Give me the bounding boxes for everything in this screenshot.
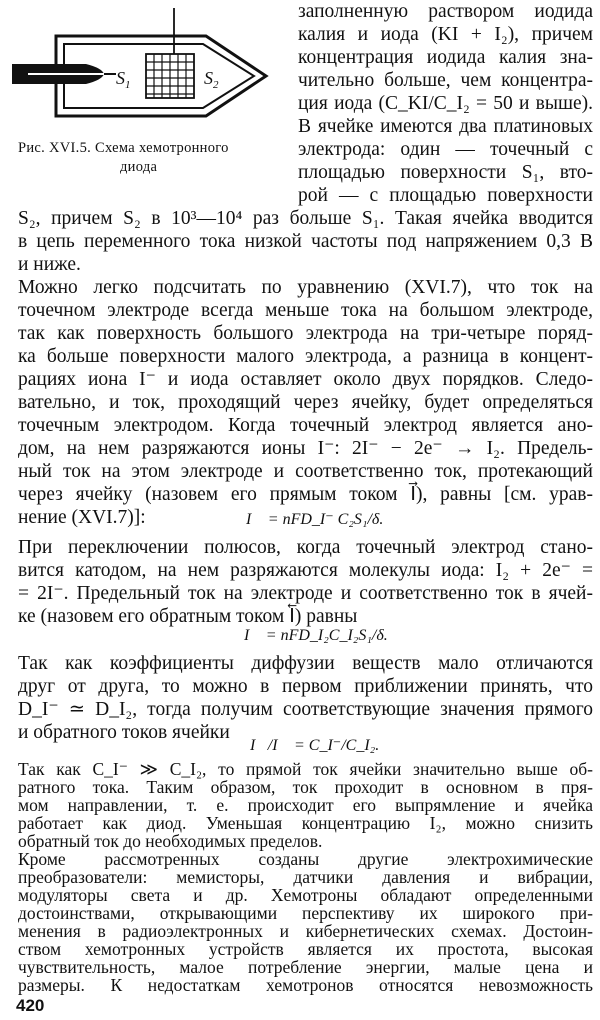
body-line: ством хемотронных устройств является их простота, высокая bbox=[18, 939, 593, 959]
body-line: S₂, причем S₂ в 10³—10⁴ раз больше S₁. Такая ячейка вводится bbox=[18, 208, 593, 229]
body-line: ка больше поверхности малого электрода, а разница в концент- bbox=[18, 346, 593, 367]
formula-reverse-current: I⃖ = nFD_I₂C_I₂S₁/δ. bbox=[244, 627, 388, 644]
formula-forward-current: I⃗ = nFD_I⁻ C₂S₁/δ. bbox=[246, 511, 384, 528]
body-line: D_I⁻ ≃ D_I₂, тогда получим соответствующие значения прямого bbox=[18, 699, 593, 720]
right-column-line: калия и иода (KI + I₂), причем bbox=[298, 24, 593, 45]
formula-current-ratio: I⃗/I⃖ = C_I⁻/C_I₂. bbox=[250, 737, 380, 754]
label-s2-sub: 2 bbox=[213, 79, 219, 91]
body-line: вательно, и ток, проходящий через ячейку, будет определяться bbox=[18, 392, 593, 413]
label-s1-sub: 1 bbox=[125, 79, 131, 91]
right-column-line: чительно больше, чем концентра- bbox=[298, 70, 593, 91]
body-line: модуляторы света и др. Хемотроны обладают определенными bbox=[18, 885, 593, 905]
body-line: менения в радиоэлектронных и кибернетических схемах. Достоин- bbox=[18, 921, 593, 941]
body-line: друг от друга, то можно в первом приближении принять, что bbox=[18, 676, 593, 697]
right-column-line: концентрация иодида калия зна- bbox=[298, 47, 593, 68]
body-line: нение (XVI.7)]: bbox=[18, 507, 146, 528]
right-column-line: площадью поверхности S₁, вто- bbox=[298, 162, 593, 183]
figure-caption-line2: диода bbox=[120, 159, 158, 175]
body-line: мом направлении, т. е. происходит его выпрямление и ячейка bbox=[18, 795, 593, 815]
right-column-line: В ячейке имеются два платиновых bbox=[298, 116, 593, 137]
body-line: ке (назовем его обратным током I⃖) равны bbox=[18, 606, 358, 627]
label-s1: S bbox=[116, 68, 125, 88]
right-column-line: заполненную раствором иодида bbox=[298, 1, 593, 22]
body-line: в цепь переменного тока низкой частоты под напряжением 0,3 В bbox=[18, 231, 593, 252]
right-column-line: рой — с площадью поверхности bbox=[298, 185, 593, 206]
body-line: ратного тока. Таким образом, ток проходит в основном в пря- bbox=[18, 777, 593, 797]
body-line: работает как диод. Уменьшая концентрацию I₂, можно снизить bbox=[18, 813, 593, 833]
body-line: Кроме рассмотренных созданы другие электрохимические bbox=[18, 849, 593, 869]
right-column-line: ция иода (C_KI/C_I₂ = 50 и выше). bbox=[298, 93, 593, 114]
body-line: точечном электроде всегда меньше тока на большом электроде, bbox=[18, 300, 593, 321]
large-electrode-grid bbox=[146, 54, 194, 98]
body-line: вится катодом, на нем разряжаются молекулы иода: I₂ + 2e⁻ = bbox=[18, 560, 593, 581]
body-line: рациях иона I⁻ и иода оставляет около двух порядков. Следо- bbox=[18, 369, 593, 390]
body-line: = 2I⁻. Предельный ток на электроде и соответственно ток в ячей- bbox=[18, 583, 593, 604]
body-line: обратный ток до необходимых пределов. bbox=[18, 831, 323, 851]
body-line: дом, на нем разряжаются ионы I⁻: 2I⁻ − 2e⁻ → I₂. Предель- bbox=[18, 438, 593, 459]
body-line: Так как C_I⁻ ≫ C_I₂, то прямой ток ячейки значительно выше об- bbox=[18, 759, 593, 779]
page-number: 420 bbox=[16, 996, 45, 1015]
figure-caption-line1: Рис. XVI.5. Схема хемотронного bbox=[18, 140, 229, 156]
body-line: Можно легко подсчитать по уравнению (XVI.7), что ток на bbox=[18, 277, 593, 298]
body-line: преобразователи: мемисторы, датчики давления и вибрации, bbox=[18, 867, 593, 887]
body-line: чувствительность, малое потребление энергии, малые цена и bbox=[18, 957, 593, 977]
body-line: и обратного токов ячейки bbox=[18, 722, 230, 743]
svg-text:S1 bbox=[116, 68, 131, 91]
chemotron-diode-figure bbox=[8, 8, 273, 128]
svg-text:S2 bbox=[204, 68, 219, 91]
body-line: и ниже. bbox=[18, 254, 81, 275]
body-line: ный ток на этом электроде и соответственно ток, протекающий bbox=[18, 461, 593, 482]
body-line: так как поверхность большого электрода на три-четыре поряд- bbox=[18, 323, 593, 344]
body-line: размеры. К недостаткам хемотронов относятся невозможность bbox=[18, 975, 593, 995]
body-line: через ячейку (назовем его прямым током I⃗), равны [см. урав- bbox=[18, 484, 593, 505]
body-line: Так как коэффициенты диффузии веществ мало отличаются bbox=[18, 653, 593, 674]
right-column-line: электрода: один — точечный с bbox=[298, 139, 593, 160]
body-line: При переключении полюсов, когда точечный электрод стано- bbox=[18, 537, 593, 558]
body-line: достоинствами, открывающими перспективу их широкого при- bbox=[18, 903, 593, 923]
label-s2: S bbox=[204, 68, 213, 88]
body-line: точечным электродом. Когда точечный электрод является ано- bbox=[18, 415, 593, 436]
